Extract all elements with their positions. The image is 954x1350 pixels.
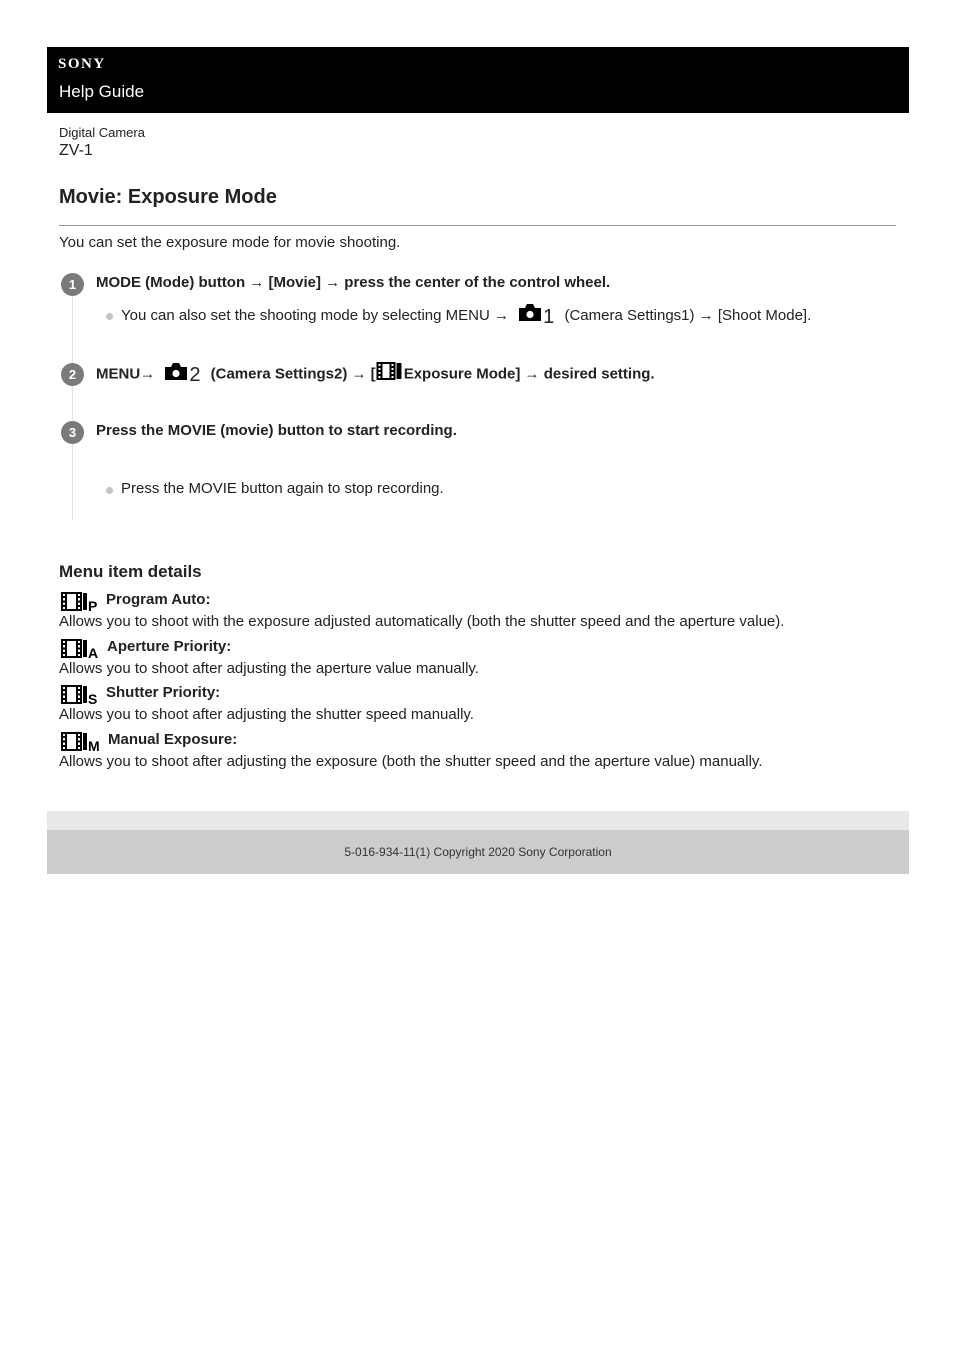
footer-top-band xyxy=(47,811,909,830)
camera-settings-digit: 1 xyxy=(543,306,555,328)
manual-exposure-description: Allows you to shoot after adjusting the exposure (both the shutter speed and the aperture value) manually. xyxy=(59,753,763,770)
aperture-priority-description: Allows you to shoot after adjusting the aperture value manually. xyxy=(59,660,479,677)
step-3-note: Press the MOVIE button again to stop recording. xyxy=(121,480,444,497)
title-divider xyxy=(59,225,896,226)
step-3-note-bullet xyxy=(106,487,113,494)
manual-exposure-label: Manual Exposure: xyxy=(108,731,238,748)
movie-mode-letter: S xyxy=(88,691,98,707)
step-2-mid: (Camera Settings2) → [ xyxy=(210,365,376,383)
sony-logo[interactable]: SONY xyxy=(58,56,106,72)
step-1-text: MODE (Mode) button → [Movie] → press the center of the control wheel. xyxy=(96,274,611,291)
program-auto-description: Allows you to shoot with the exposure adjusted automatically (both the shutter speed and the aperture value). xyxy=(59,613,785,630)
step-3-number: 3 xyxy=(61,421,84,444)
shutter-priority-description: Allows you to shoot after adjusting the shutter speed manually. xyxy=(59,706,474,723)
step-1-note xyxy=(121,306,811,329)
movie-film-icon xyxy=(376,361,404,385)
program-auto-label: Program Auto: xyxy=(106,591,211,608)
camera-icon xyxy=(163,361,189,385)
movie-mode-letter: A xyxy=(88,645,99,661)
page-title: Movie: Exposure Mode xyxy=(59,186,277,208)
movie-mode-letter: P xyxy=(88,598,98,614)
help-guide-title[interactable]: Help Guide xyxy=(59,82,145,101)
step-2-number: 2 xyxy=(61,363,84,386)
step-1-note-before: You can also set the shooting mode by selecting MENU → xyxy=(121,307,509,324)
step-connector-line xyxy=(72,285,73,520)
aperture-priority-label: Aperture Priority: xyxy=(107,638,232,655)
step-2-end: Exposure Mode] → desired setting. xyxy=(403,365,655,383)
step-1-note-after: (Camera Settings1) → [Shoot Mode]. xyxy=(564,307,812,324)
footer xyxy=(47,830,909,874)
step-2-menu: MENU→ xyxy=(96,365,156,383)
product-type: Digital Camera xyxy=(59,125,145,140)
camera-settings-digit: 2 xyxy=(189,364,201,387)
intro-text: You can set the exposure mode for movie shooting. xyxy=(59,234,401,251)
header-bar xyxy=(47,47,909,113)
step-2-text xyxy=(96,364,655,387)
step-1-number: 1 xyxy=(61,273,84,296)
step-1-note-bullet xyxy=(106,313,113,320)
shutter-priority-label: Shutter Priority: xyxy=(106,684,221,701)
copyright-text: 5-016-934-11(1) Copyright 2020 Sony Corporation xyxy=(344,845,612,859)
product-model: ZV-1 xyxy=(59,142,93,159)
menu-details-heading: Menu item details xyxy=(59,562,202,581)
camera-icon xyxy=(517,302,543,326)
step-3-text: Press the MOVIE (movie) button to start recording. xyxy=(96,422,457,439)
movie-mode-letter: M xyxy=(88,738,100,754)
